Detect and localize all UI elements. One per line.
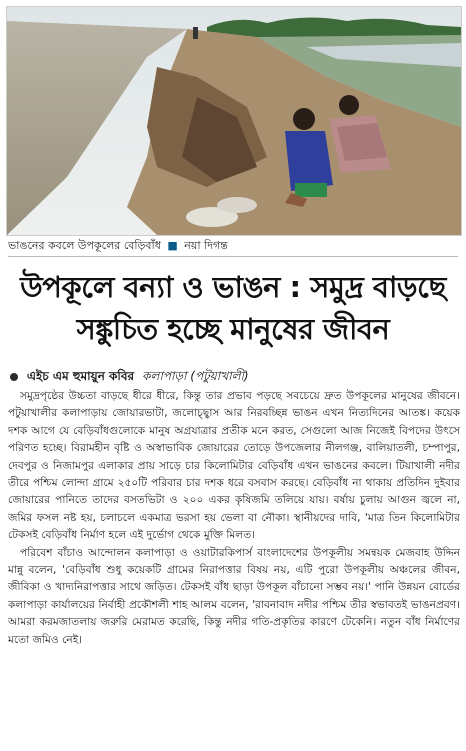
- byline: [10, 368, 460, 384]
- caption-text: ভাঙনের কবলে উপকূলের বেড়িবাঁধ: [8, 239, 161, 252]
- caption-separator: ■: [167, 239, 178, 252]
- dateline-location: কলাপাড়া (পটুয়াখালী): [141, 369, 249, 383]
- headline-line-1: উপকূলে বন্যা ও ভাঙন : সমুদ্র বাড়ছে: [20, 270, 446, 304]
- photo-caption: [8, 238, 458, 257]
- author-name: এইচ এম হুমায়ুন কবির: [26, 369, 135, 383]
- article-paragraph: সমুদ্রপৃষ্ঠের উচ্চতা বাড়ছে ধীরে ধীরে, কিন্তু তার প্রভাব পড়ছে সবচেয়ে দ্রুত উপকূলের মানুষের জীবনে। পটুয়াখালীর কলাপাড়ায় জোয়ারভাটা, জলোচ্ছ্বাস আর নিরবচ্ছিন্ন ভাঙন এখন নিত্যদিনের আতঙ্ক। কয়েক দশক আগে যে বেড়িবাঁধগুলোকে মানুষ অগ্রযাত্রার প্রতীক মনে করত, সেগুলো আজ নিজেই বিপদের উৎসে পরিণত হচ্ছে। বিরামহীন বৃষ্টি ও অস্বাভাবিক জোয়ারের তোড়ে উপজেলার নীলগঞ্জ, বালিয়াতলী, চম্পাপুর, দেবপুর ও নিজামপুর এলাকার প্রায় সাড়ে চার কিলোমিটার বেড়িবাঁধ এখন ভাঙনের কবলে। টিয়াখালী নদীর তীরে পশ্চিম লোন্দা গ্রামে ২৫০টি পরিবার চার দশক ধরে বসবাস করছে। বেড়িবাঁধ না থাকায় প্রতিদিন দুইবার জোয়ারের পানিতে তাদের বসতভিটা ও ২০০ একর কৃষিজমি তলিয়ে যায়। বর্ষায় চুলায় আগুন জ্বলে না, জমির ফসল নষ্ট হয়, চলাচলে একমাত্র ভরসা হয় ভেলা বা নৌকা। স্থানীয়দের দাবি, 'মাত্র তিন কিলোমিটার টেকসই বেড়িবাঁধ নির্মাণ হলে এই দুর্ভোগ থেকে মুক্তি মিলত।: [8, 390, 460, 542]
- headline: [6, 266, 460, 350]
- article-paragraph: পরিবেশ বাঁচাও আন্দোলন কলাপাড়া ও ওয়াটারকিপার্স বাংলাদেশের উপকূলীয় সমন্বয়ক মেজবাহ উদ্দিন মান্নু বলেন, 'বেড়িবাঁধ শুধু কয়েকটি গ্রামের নিরাপত্তার বিষয় নয়, এটি পুরো উপকূলীয় অঞ্চলের জীবন, জীবিকা ও খাদ্যনিরাপত্তার সাথে জড়িত। টেকসই বাঁধ ছাড়া উপকূল বাঁচানো সম্ভব নয়।' পানি উন্নয়ন বোর্ডের কলাপাড়া কার্যালয়ের নির্বাহী প্রকৌশলী শাহ আলম বলেন, 'রাবনাবাদ নদীর পশ্চিম তীর স্বভাবতই ভাঙনপ্রবণ। আমরা করমজাতলায় জরুরি মেরামত করেছি, কিন্তু নদীর গতি-প্রকৃতির কারণে টেকেনি। নতুন বাঁধ নির্মাণের মতো জমিও নেই।: [8, 546, 460, 646]
- headline-line-2: সঙ্কুচিত হচ্ছে মানুষের জীবন: [76, 312, 390, 346]
- bullet-icon: [10, 373, 18, 381]
- flood-embankment-photo: [7, 7, 461, 235]
- caption-source: নয়া দিগন্ত: [184, 239, 228, 252]
- article-body: [8, 388, 460, 649]
- news-photo: [6, 6, 462, 236]
